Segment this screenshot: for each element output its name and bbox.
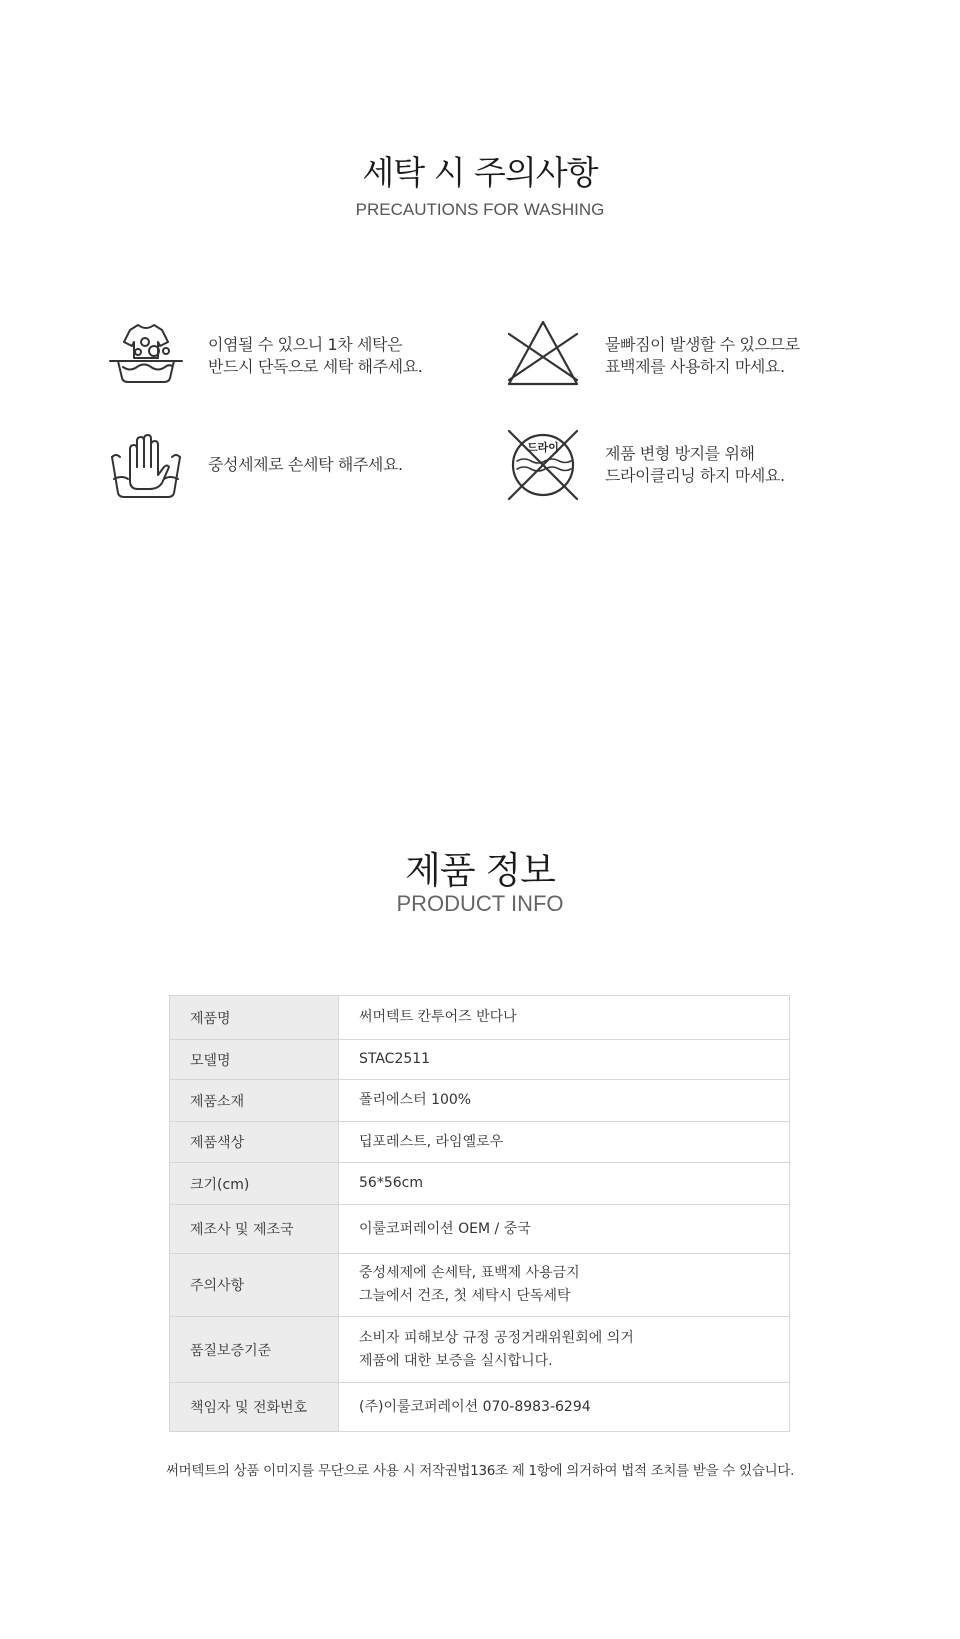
row-value [339, 1383, 790, 1432]
care-item [505, 318, 800, 394]
row-value-line: 딥포레스트, 라임옐로우 [359, 1133, 504, 1150]
care-text [605, 334, 800, 378]
row-value [339, 1163, 790, 1205]
row-value [339, 1080, 790, 1122]
row-value-line: 폴리에스터 100% [359, 1092, 472, 1108]
row-value [339, 1122, 790, 1163]
care-text [208, 334, 422, 378]
care-item [505, 427, 785, 503]
table-row [170, 1080, 790, 1122]
copyright-notice: 써머텍트의 상품 이미지를 무단으로 사용 시 저작권법136조 제 1항에 의거하여 법적 조치를 받을 수 있습니다. [165, 1463, 795, 1479]
product-title: 제품 정보 [405, 849, 555, 892]
row-label: 제품색상 [170, 1122, 339, 1163]
hand-wash-icon [108, 427, 184, 503]
care-text [208, 454, 403, 476]
row-label: 제품소재 [170, 1080, 339, 1122]
table-row [170, 1254, 790, 1317]
product-subtitle: PRODUCT INFO [396, 891, 564, 916]
row-value [339, 1040, 790, 1080]
washing-title: 세탁 시 주의사항 [362, 153, 598, 192]
row-value-line: STAC2511 [359, 1051, 431, 1067]
care-text-line: 중성세제로 손세탁 해주세요. [208, 455, 403, 474]
row-value [339, 1317, 790, 1383]
care-item [108, 318, 422, 394]
table-row [170, 1163, 790, 1205]
no-bleach-icon [505, 318, 581, 394]
row-label: 주의사항 [170, 1254, 339, 1317]
no-dry-clean-icon [505, 427, 581, 503]
table-row [170, 1383, 790, 1432]
dry-clean-label: 드라이 [527, 441, 559, 454]
row-value-line: 이룰코퍼레이션 OEM / 중국 [359, 1220, 531, 1237]
row-value-line: 소비자 피해보상 규정 공정거래위원회에 의거 [359, 1329, 634, 1346]
table-row [170, 996, 790, 1040]
row-value-line: 그늘에서 건조, 첫 세탁시 단독세탁 [359, 1288, 571, 1304]
care-text-line: 드라이클리닝 하지 마세요. [605, 466, 785, 485]
row-value [339, 1205, 790, 1254]
table-row [170, 1040, 790, 1080]
row-value [339, 1254, 790, 1317]
care-text-line: 이염될 수 있으니 1차 세탁은 [208, 335, 403, 354]
care-text-line: 물빠짐이 발생할 수 있으므로 [605, 335, 800, 354]
row-label: 품질보증기준 [170, 1317, 339, 1383]
care-text [605, 443, 785, 487]
row-value-line: 중성세제에 손세탁, 표백제 사용금지 [359, 1265, 580, 1281]
row-value-line: (주)이룰코퍼레이션 070-8983-6294 [359, 1398, 591, 1415]
table-row [170, 1122, 790, 1163]
care-text-line: 반드시 단독으로 세탁 해주세요. [208, 357, 423, 376]
row-label: 모델명 [170, 1040, 339, 1080]
row-value [339, 996, 790, 1040]
product-info-table [169, 995, 790, 1432]
care-text-line: 표백제를 사용하지 마세요. [605, 357, 785, 376]
row-value-line: 56*56cm [359, 1175, 423, 1191]
row-label: 크기(cm) [170, 1163, 339, 1205]
row-value-line: 제품에 대한 보증을 실시합니다. [359, 1352, 553, 1369]
row-label: 제조사 및 제조국 [170, 1205, 339, 1254]
row-label: 책임자 및 전화번호 [170, 1383, 339, 1432]
care-text-line: 제품 변형 방지를 위해 [605, 444, 755, 463]
washing-subtitle: PRECAUTIONS FOR WASHING [355, 200, 605, 219]
care-item [108, 427, 403, 503]
table-row [170, 1205, 790, 1254]
row-value-line: 써머텍트 칸투어즈 반다나 [359, 1009, 517, 1025]
hand-wash-shirt-icon [108, 318, 184, 394]
row-label: 제품명 [170, 996, 339, 1040]
table-row [170, 1317, 790, 1383]
